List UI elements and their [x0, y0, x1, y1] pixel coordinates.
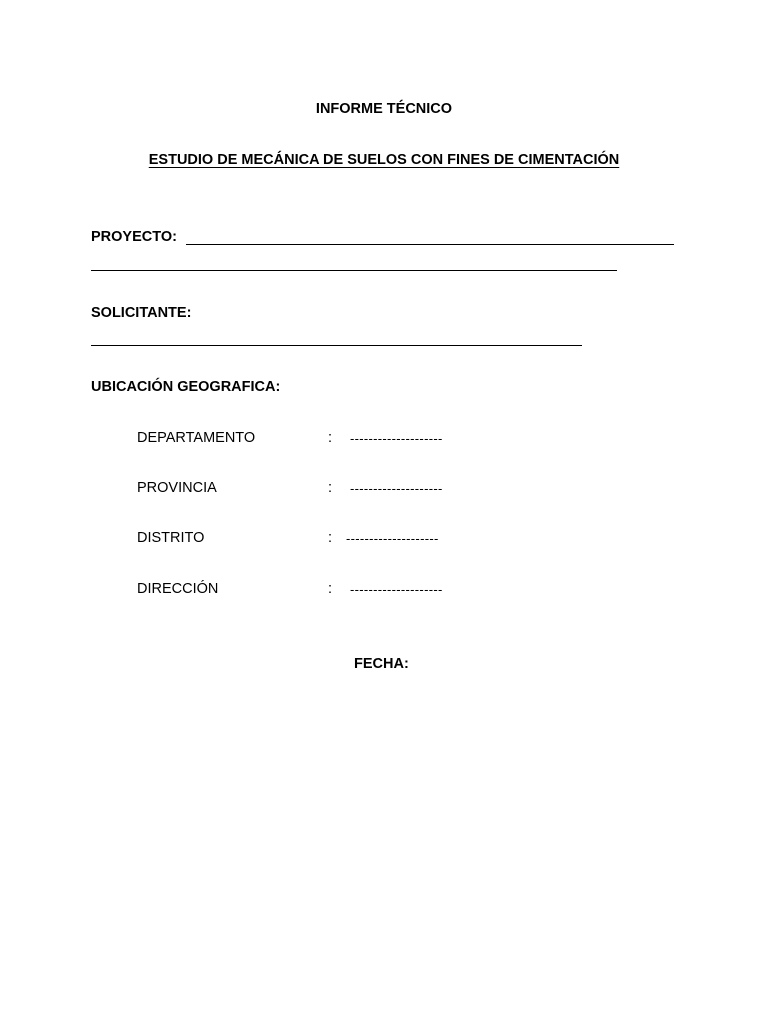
location-row-separator: :	[328, 430, 333, 446]
location-row-separator: :	[328, 581, 333, 597]
location-row-name: DISTRITO	[137, 530, 205, 546]
location-row-value: --------------------	[350, 582, 443, 597]
location-row-name: PROVINCIA	[137, 480, 217, 496]
project-fill-line-1	[186, 244, 674, 245]
project-fill-line-2	[91, 270, 617, 271]
location-row-name: DEPARTAMENTO	[137, 430, 256, 446]
project-label: PROYECTO:	[91, 229, 177, 245]
applicant-label: SOLICITANTE:	[91, 305, 192, 321]
report-subtitle	[0, 152, 768, 168]
report-subtitle-text: ESTUDIO DE MECÁNICA DE SUELOS CON FINES DE CIMENTACIÓN	[148, 152, 620, 168]
location-row-name: DIRECCIÓN	[137, 581, 219, 597]
location-row-value: --------------------	[346, 531, 439, 546]
location-row-separator: :	[328, 530, 333, 546]
date-label: FECHA:	[354, 656, 409, 672]
applicant-fill-line	[91, 345, 582, 346]
report-title: INFORME TÉCNICO	[315, 101, 453, 117]
location-label: UBICACIÓN GEOGRAFICA:	[91, 379, 281, 395]
location-row-separator: :	[328, 480, 333, 496]
location-row-value: --------------------	[350, 431, 443, 446]
location-row-value: --------------------	[350, 481, 443, 496]
